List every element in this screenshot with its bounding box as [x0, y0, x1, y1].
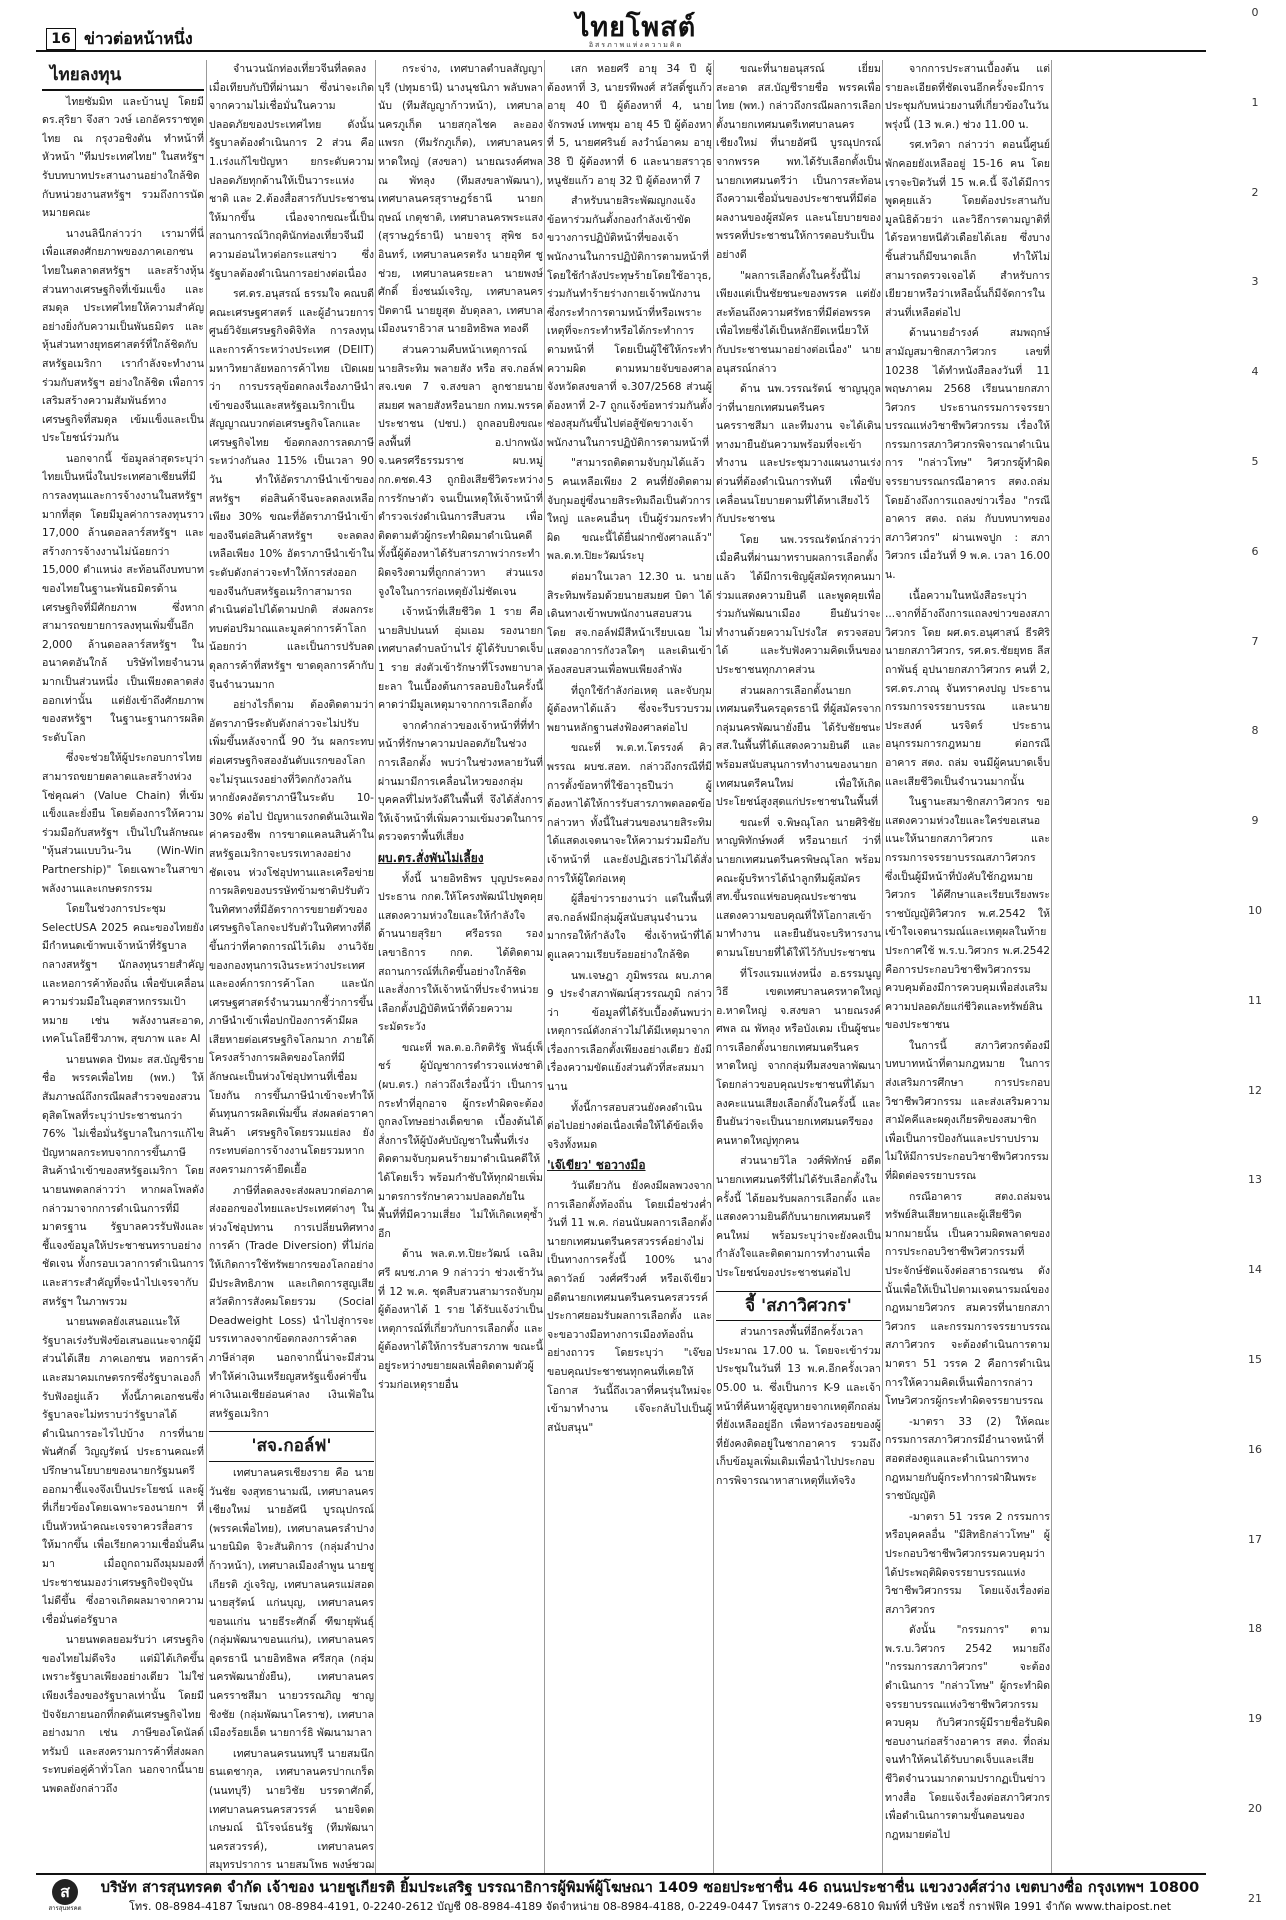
paragraph-group	[716, 1323, 881, 1490]
article-paragraph: ด้าน นพ.วรรณรัตน์ ชาญนุกูล ว่าที่นายกเทศมนตรีนครนครราชสีมา และทีมงาน จะได้เดินทางมายืนยันความพร้อมที่จะเข้าทำงาน และประชุมวางแผนงานเร่งด่วนที่ต้องดำเนินการทันที เพื่อขับเคลื่อนนโยบายตามที่ได้หาเสียงไว้กับประชาชน	[716, 383, 881, 526]
column-divider	[206, 60, 207, 1875]
subhead-jae-khiao: 'เจ๊เขียว' ชอวางมือ	[547, 1158, 646, 1173]
article-paragraph: ในฐานะสมาชิกสภาวิศวกร ขอแสดงความห่วงใยและใคร่ขอเสนอแนะให้นายกสภาวิศวกร และกรรมการจรรยาบรรณสภาวิศวกร ซึ่งเป็นผู้มีหน้าที่บังคับใช้กฎหมายวิศวกร ได้ศึกษาและเรียบเรียงพระราชบัญญัติวิศวกร พ.ศ.2542 ให้เข้าใจเจตนารมณ์และเหตุผลในท้ายประกาศใช้ พ.ร.บ.วิศวกร พ.ศ.2542 คือการประกอบวิชาชีพวิศวกรรมควบคุมต้องมีการควบคุมเพื่อส่งเสริมความปลอดภัยแก่ชีวิตและทรัพย์สินของประชาชน	[885, 796, 1050, 1032]
section-title: ข่าวต่อหน้าหนึ่ง	[84, 29, 193, 48]
article-kicker: ไทยลงทุน	[42, 60, 204, 91]
paragraph-group	[547, 1177, 712, 1437]
footer-address: บริษัท สารสุนทรคต จำกัด เจ้าของ นายชูเกียรติ ยิ้มประเสริฐ บรรณาธิการผู้พิมพ์ผู้โฆษณา 1409 ซอยประชาชื่น 46 ถนนประชาชื่น แขวงวงศ์สว่าง เขตบางซื่อ กรุงเทพฯ 10800	[100, 1880, 1200, 1896]
article-paragraph: ขณะที่ พ.ต.ท.โตรรงค์ คิวพรรณ ผบช.สอท. กล่าวถึงกรณีที่มีการตั้งข้อหาที่ใช้อาวุธปืนว่า ผู้ต้องหาได้ให้การรับสารภาพตลอดข้อกล่าวหา ทั้งนี้ในส่วนของนายสิระทิมได้แสดงเจตนาจะให้ความร่วมมือกับเจ้าหน้าที่ และยังปฏิเสธว่าไม่ได้สั่งการให้ผู้ใดก่อเหตุ	[547, 742, 712, 885]
article-paragraph: ด้านนายอำรงค์ สมพฤกษ์ สามัญสมาชิกสภาวิศวกร เลขที่ 10238 ได้ทำหนังสือลงวันที่ 11 พฤษภาคม 2568 เรียนนายกสภาวิศวกร ประธานกรรมการจรรยาบรรณแห่งวิชาชีพวิศวกรรม เรื่องให้กรรมการสภาวิศวกรพิจารณาดำเนินการ "กล่าวโทษ" วิศวกรผู้ทำผิดจรรยาบรรณกรณีอาคาร สตง.ถล่ม โดยอ้างถึงการแถลงข่าวเรื่อง "กรณีอาคาร สตง. ถล่ม กับบทบาทของสภาวิศวกร" ผ่านเพจปูก : สภาวิศวกร เมื่อวันที่ 9 พ.ค. เวลา 16.00 น.	[885, 327, 1050, 582]
article-paragraph: กรณีอาคาร สตง.ถล่มจนทรัพย์สินเสียหายและผู้เสียชีวิตมากมายนั้น เป็นความผิดพลาดของการประกอบวิชาชีพวิศวกรรมที่ประจักษ์ชัดแจ้งต่อสาธารณชน ดังนั้นเพื่อให้เป็นไปตามเจตนารมณ์ของกฎหมายวิศวกร สมควรที่นายกสภาวิศวกร และกรรมการจรรยาบรรณสภาวิศวกร จะต้องดำเนินการตามมาตรา 51 วรรค 2 คือการดำเนินการให้ความคิดเห็นเพื่อการกล่าวโทษวิศวกรผู้กระทำผิดจรรยาบรรณ	[885, 1190, 1050, 1408]
margin-number: 7	[1251, 634, 1259, 648]
article-paragraph: จากการประสานเบื้องต้น แต่รายละเอียดที่ชัดเจนอีกครั้งจะมีการประชุมกับหน่วยงานที่เกี่ยวข้องในวันพรุ่งนี้ (13 พ.ค.) ช่วง 11.00 น.	[885, 63, 1050, 131]
article-paragraph: ในการนี้ สภาวิศวกรต้องมีบทบาทหน้าที่ตามกฎหมาย ในการส่งเสริมการศึกษา การประกอบวิชาชีพวิศวกรรม และส่งเสริมความสามัคคีและผดุงเกียรติของสมาชิก เพื่อเป็นการป้องกันและปราบปรามไม่ให้มีการประกอบวิชาชีพวิศวกรรมที่ผิดต่อจรรยาบรรณ	[885, 1039, 1050, 1183]
article-paragraph: นายนพดล ปัทมะ สส.บัญชีรายชื่อ พรรคเพื่อไทย (พท.) ให้สัมภาษณ์ถึงกรณีผลสำรวจของสวนดุสิตโพลที่ระบุว่าประชาชนกว่า 76% ไม่เชื่อมั่นรัฐบาลในการแก้ไขปัญหาผลกระทบจากการขึ้นภาษีสินค้านำเข้าของสหรัฐอเมริกา โดยนายนพดลกล่าวว่า หากผลโพลดังกล่าวมาจากการดำเนินการที่มีมาตรฐาน รัฐบาลควรรับฟังและชี้แจงข้อมูลให้ประชาชนทราบอย่างชัดเจน ทั้งกรอบเวลาการดำเนินการและสาระสำคัญที่จะนำไปเจรจากับสหรัฐฯ ในภาพรวม	[42, 1053, 204, 1308]
article-paragraph: ที่ถูกใช้กำลังก่อเหตุ และจับกุมผู้ต้องหาได้แล้ว ซึ่งจะรีบรวบรวมพยานหลักฐานส่งฟ้องศาลต่อไป	[547, 684, 712, 734]
article-paragraph: ขณะที่นายอนุสรณ์ เยี่ยมสะอาด สส.บัญชีรายชื่อ พรรคเพื่อไทย (พท.) กล่าวถึงกรณีผลการเลือกตั้งนายกเทศมนตรีเทศบาลนครเชียงใหม่ ที่นายอัศนี บูรณุปกรณ์ จากพรรค พท.ได้รับเลือกตั้งเป็นนายกเทศมนตรีว่า เป็นการสะท้อนถึงความเชื่อมั่นของประชาชนที่มีต่อผลงานของผู้สมัคร และนโยบายของพรรคที่ประชาชนให้การตอบรับเป็นอย่างดี	[716, 63, 881, 261]
margin-number: 1	[1251, 95, 1259, 109]
article-paragraph: "สามารถติดตามจับกุมได้แล้ว 5 คนเหลือเพียง 2 คนที่ยังติดตามจับกุมอยู่ซึ่งนายสิระทิมถือเป็นตัวการใหญ่ และคนอื่นๆ เป็นผู้ร่วมกระทำผิด ขณะนี้ได้ยื่นฝากขังศาลแล้ว" พล.ต.ท.ปิยะวัฒน์ระบุ	[547, 457, 712, 563]
article-paragraph: เนื้อความในหนังสือระบุว่า ...จากที่อ้างถึงการแถลงข่าวของสภาวิศวกร โดย ผศ.ดร.อนุศาสน์ ธีรศิริ นายกสภาวิศวกร, รศ.ดร.ชัยยุทธ ลีสถาพันธุ์ อุปนายกสภาวิศวกร คนที่ 2, รศ.ดร.ภาณุ จันทราคงปญ ประธานกรรมการจรรยาบรรณ และนายประสงค์ นรจิตร์ ประธานอนุกรรมการกฎหมาย ต่อกรณีอาคาร สตง. ถล่ม จนมีผู้คนบาดเจ็บและเสียชีวิตเป็นจำนวนมากนั้น	[885, 589, 1050, 788]
article-paragraph: -มาตรา 33 (2) ให้คณะกรรมการสภาวิศวกรมีอำนาจหน้าที่สอดส่องดูแลและดำเนินการทางกฎหมายกับผู้กระทำการฝ่าฝืนพระราชบัญญัติ	[885, 1415, 1050, 1503]
article-column-6	[885, 60, 1050, 1875]
article-paragraph: ส่วนความคืบหน้าเหตุการณ์นายสิระทิม พลายสัง หรือ สจ.กอล์ฟ สจ.เขต 7 จ.สงขลา ลูกชายนายสมยศ พลายสังหรือนายก กทม.พรรคประชาชน (ปชป.) ถูกลอบยิงขณะลงพื้นที่ อ.ปากพนัง จ.นครศรีธรรมราช ผบ.หมู่ กก.ตชด.43 ถูกยิงเสียชีวิตระหว่างการรักษาตัว จนเป็นเหตุให้เจ้าหน้าที่ตำรวจเร่งดำเนินการสืบสวน เพื่อติดตามตัวผู้กระทำผิดมาดำเนินคดี ทั้งนี้ผู้ต้องหาได้รับสารภาพว่ากระทำผิดจริงตามที่ถูกกล่าวหา ส่วนแรงจูงใจในการก่อเหตุยังไม่ชัดเจน	[378, 343, 543, 598]
margin-number: 20	[1248, 1802, 1262, 1815]
masthead-logo	[536, 14, 736, 48]
article-paragraph: ด้าน พล.ต.ท.ปิยะวัฒน์ เฉลิมศรี ผบช.ภาค 9 กล่าวว่า ช่วงเช้าวันที่ 12 พ.ค. ชุดสืบสวนสามารถจับกุมผู้ต้องหาได้ 1 ราย ได้รับแจ้งว่าเป็นเหตุการณ์ที่เกี่ยวกับการเลือกตั้ง และผู้ต้องหาได้ให้การรับสารภาพ ขณะนี้อยู่ระหว่างขยายผลเพื่อติดตามตัวผู้ร่วมก่อเหตุรายอื่น	[378, 1248, 543, 1391]
article-column-1	[42, 60, 204, 1875]
article-paragraph: กระจ่าง, เทศบาลตำบลสัญญาบุรี (ปทุมธานี) นางนุชนิภา พลับพลานับ (ทีมสัญญาก้าวหน้า), เทศบาลนครภูเก็ต นายสกุลไชค ละออง แพรก (ทีมรักภูเก็ต), เทศบาลนครหาดใหญ่ (สงขลา) นายณรงค์ศพล ณ พัทลุง (ทีมสงขลาพัฒนา), เทศบาลนครสุราษฎร์ธานี นายกฤษณ์ เกตุชาติ, เทศบาลนครพระแสง (สุราษฎร์ธานี) นายจารุ สุพิช ธงอินทร์, เทศบาลนครตรัง นายอุทิศ ชูช่วย, เทศบาลนครยะลา นายพงษ์ศักดิ์ ยิ่งชนม์เจริญ, เทศบาลนครปัตตานี นายยูสุต อับดุลลา, เทศบาลเมืองนราธิวาส นายอิทธิพล ทองดี	[378, 63, 543, 336]
margin-number: 11	[1248, 993, 1262, 1007]
margin-number: 5	[1251, 455, 1259, 468]
paragraph-group	[885, 60, 1050, 1844]
margin-number: 13	[1248, 1173, 1262, 1187]
article-paragraph: ภาษีที่ลดลงจะส่งผลบวกต่อภาคส่งออกของไทยและประเทศต่างๆ ในห่วงโซ่อุปทาน การเปลี่ยนทิศทางการค้า (Trade Diversion) ที่ไม่ก่อให้เกิดการใช้ทรัพยากรของโลกอย่างมีประสิทธิภาพ และเกิดการสูญเสียสวัสดิการสังคมโดยรวม (Social Deadweight Loss) นำไปสู่การจะบรรเทาลงจากข้อตกลงการค้าลดภาษีล่าสุด นอกจากนี้น่าจะมีส่วนทำให้ค่าเงินเหรียญสหรัฐแข็งค่าขึ้น ค่าเงินเอเชียอ่อนค่าลง เงินเฟ้อในสหรัฐอเมริกา	[209, 1184, 374, 1420]
article-paragraph: "ผลการเลือกตั้งในครั้งนี้ไม่เพียงแต่เป็นชัยชนะของพรรค แต่ยังสะท้อนถึงความศรัทธาที่มีต่อพรรคเพื่อไทยซึ่งได้เป็นหลักยึดเหนี่ยวให้กับประชาชนมาอย่างต่อเนื่อง" นายอนุสรณ์กล่าว	[716, 269, 881, 375]
article-paragraph: ส่วนการลงพื้นที่อีกครั้งเวลาประมาณ 17.00 น. โดยจะเข้าร่วมประชุมในวันที่ 13 พ.ค.อีกครั้งเวลา 05.00 น. ซึ่งเป็นการ K-9 และเจ้าหน้าที่ค้นหาผู้สูญหายจากเหตุตึกถล่มที่ยังเหลืออยู่อีก เพื่อหาร่องรอยของผู้ที่ยังคงติดอยู่ในซากอาคาร รวมถึงเก็บข้อมูลเพิ่มเติมเพื่อนำไปประกอบการพิจารณาหาสาเหตุที่แท้จริง	[716, 1326, 881, 1487]
article-paragraph: อย่างไรก็ตาม ต้องติดตามว่าอัตราภาษีระดับดังกล่าวจะไม่ปรับเพิ่มขึ้นหลังจากนี้ 90 วัน ผลกระทบต่อเศรษฐกิจสองอันดับแรกของโลกจะไม่รุนแรงอย่างที่วิตกกังวลกัน หากยังคงอัตราภาษีในระดับ 10-30% ต่อไป ปัญหาแรงกดดันเงินเฟ้อ ค่าครองชีพ การขาดแคลนสินค้าในสหรัฐอเมริกาจะบรรเทาลงอย่างชัดเจน ห่วงโซ่อุปทานและเครือข่ายการผลิตของบรรษัทข้ามชาติปรับตัวในทิศทางที่มีอัตราการขยายตัวของเศรษฐกิจโลกจะปรับตัวในทิศทางที่ดีขึ้นกว่าที่คาดการณ์ไว้เดิม งานวิจัยของกองทุนการเงินระหว่างประเทศและองค์การการค้าโลก และนักเศรษฐศาสตร์จำนวนมากชี้ว่าการขึ้นภาษีนำเข้าเพื่อปกป้องการค้ามีผลเสียหายต่อเศรษฐกิจโลกมาก ภายใต้โครงสร้างการผลิตของโลกที่มีลักษณะเป็นห่วงโซ่อุปทานที่เชื่อมโยงกัน การขึ้นภาษีนำเข้าจะทำให้ต้นทุนการผลิตเพิ่มขึ้น ส่งผลต่อราคาสินค้า เศรษฐกิจโดยรวมแย่ลง ยังกระทบต่อการจ้างงานโดยรวมหากสงครามการค้ายืดเยื้อ	[209, 699, 374, 1177]
article-paragraph: นายนพดลยอมรับว่า เศรษฐกิจของไทยไม่ดีจริง แต่มิได้เกิดขึ้นเพราะรัฐบาลเพียงอย่างเดียว ไม่ใช่เพียงเรื่องของรัฐบาลเท่านั้น โดยมีปัจจัยภายนอกที่กดดันเศรษฐกิจไทยอย่างมาก เช่น ภาษีของโดนัลด์ทรัมป์ และสงครามการค้าที่ส่งผลกระทบต่อคู่ค้าทั่วโลก นอกจากนี้นายนพดลยังกล่าวถึง	[42, 1634, 204, 1796]
article-paragraph: นพ.เจษฎา ภูมิพรรณ ผบ.ภาค 9 ประจำสภาพัฒน์สุวรรณภูมิ กล่าวว่า ข้อมูลที่ได้รับเบื้องต้นพบว่าเหตุการณ์ดังกล่าวไม่ได้มีเหตุมาจากเรื่องการเลือกตั้งเพียงอย่างเดียว ยังมีเรื่องความขัดแย้งส่วนตัวที่สะสมมานาน	[547, 969, 712, 1094]
article-paragraph: รศ.ทวิดา กล่าวว่า ตอนนี้ศูนย์พักคอยยังเหลืออยู่ 15-16 คน โดยเราจะปิดวันที่ 15 พ.ค.นี้ จึงได้มีการพูดคุยแล้ว โดยต้องประสานกับมูลนิธิด้วยว่า และวิธีการตามญาติที่ได้รอหายหนีตัวเดือยได้เลย ซึ่งบางชิ้นส่วนก็มีขนาดเล็ก ทำให้ไม่สามารถตรวจเจอได้ สำหรับการเยียวยาหรือว่าเหลือนั้นก็มีจัดการในส่วนที่เหลือต่อไป	[885, 139, 1050, 319]
article-paragraph: ที่โรงแรมแห่งหนึ่ง อ.ธรรมนูญวิธี เขตเทศบาลนครหาดใหญ่ อ.หาดใหญ่ จ.สงขลา นายณรงค์ศพล ณ พัทลุง หรือบังเดม เป็นผู้ชนะการเลือกตั้งนายกเทศมนตรีนครหาดใหญ่ จากกลุ่มทีมสงขลาพัฒนา โดยกล่าวขอบคุณประชาชนที่ได้มาลงคะแนนเสียงเลือกตั้งในครั้งนี้ และยืนยันว่าจะเป็นนายกเทศมนตรีของคนหาดใหญ่ทุกคน	[716, 967, 881, 1147]
column-divider	[375, 60, 376, 1875]
article-paragraph: ส่วนนายวิไล วงศ์พิทักษ์ อดีตนายกเทศมนตรีที่ไม่ได้รับเลือกตั้งในครั้งนี้ ได้ยอมรับผลการเลือกตั้ง และแสดงความยินดีกับนายกเทศมนตรีคนใหม่ พร้อมระบุว่าจะยังคงเป็นกำลังใจและติดตามการทำงานเพื่อประโยชน์ของประชาชนต่อไป	[716, 1155, 881, 1279]
margin-number: 9	[1251, 814, 1259, 828]
publisher-logo-icon: ส	[52, 1879, 78, 1905]
article-paragraph: จำนวนนักท่องเที่ยวจีนที่ลดลงเมื่อเทียบกับปีที่ผ่านมา ซึ่งน่าจะเกิดจากความไม่เชื่อมั่นในความปลอดภัยของประเทศไทย ดังนั้นรัฐบาลต้องดำเนินการ 2 ส่วน คือ 1.เร่งแก้ไขปัญหา ยกระดับความปลอดภัยทุกด้านให้เป็นวาระแห่งชาติ และ 2.ต้องสื่อสารกับประชาชนให้มากขึ้น เนื่องจากขณะนี้เป็นสถานการณ์วิกฤตินักท่องเที่ยวจีนมีความอ่อนไหวต่อกระแสข่าว ซึ่งรัฐบาลต้องดำเนินการอย่างต่อเนื่อง	[209, 63, 374, 280]
paragraph-group	[378, 60, 543, 847]
article-paragraph: เทศบาลนครนนทบุรี นายสมนึก ธนเดชากุล, เทศบาลนครปากเกร็ด (นนทบุรี) นายวิชัย บรรดาศักดิ์, เทศบาลนครนครสวรรค์ นายจิตตเกษมณ์ นิโรจน์ธนรัฐ (ทีมพัฒนานครสวรรค์), เทศบาลนครสมุทรปราการ นายสมโพธ พงษ์ชวฌ	[209, 1747, 374, 1872]
margin-number: 19	[1248, 1712, 1262, 1726]
paragraph-group	[209, 60, 374, 1423]
margin-number: 21	[1248, 1891, 1262, 1905]
margin-number: 0	[1251, 6, 1259, 19]
paragraph-group	[209, 1464, 374, 1875]
article-column-2	[209, 60, 374, 1875]
column-divider	[713, 60, 714, 1875]
margin-number: 18	[1248, 1622, 1262, 1636]
article-paragraph: นายนพดลยังเสนอแนะให้รัฐบาลเร่งรับฟังข้อเสนอแนะจากผู้มีส่วนได้เสีย ภาคเอกชน หอการค้า และสมาคมเกษตรกรซึ่งรัฐบาลเองก็รับฟังอยู่แล้ว ทั้งนี้ภาคเอกชนซึ่งรัฐบาลจะไม่ทราบว่ารัฐบาลได้ดำเนินการอะไรไปบ้าง การที่นายพันศักดิ์ วิญญรัตน์ ประธานคณะที่ปรึกษานโยบายของนายกรัฐมนตรีออกมาชี้แจงจึงเป็นประโยชน์ และผู้ที่เกี่ยวข้องโดยเฉพาะรองนายกฯ ที่เป็นหัวหน้าคณะเจรจาควรสื่อสารให้มากขึ้น เพื่อเรียกความเชื่อมั่นคืนมา เมื่อถูกถามถึงมุมมองที่ประชาชนมองว่าเศรษฐกิจปัจจุบันไม่ดีขึ้น ซึ่งอาจเกิดผลมาจากความเชื่อมั่นต่อรัฐบาล	[42, 1316, 204, 1626]
margin-number: 12	[1248, 1083, 1262, 1097]
margin-number: 3	[1251, 275, 1259, 289]
margin-number: 6	[1251, 544, 1259, 558]
article-column-4	[547, 60, 712, 1875]
article-paragraph: ขณะที่ พล.ต.อ.กิตติรัฐ พันธุ์เพ็ชร์ ผู้บัญชาการตำรวจแห่งชาติ (ผบ.ตร.) กล่าวถึงเรื่องนี้ว่า เป็นการกระทำที่อุกอาจ ผู้กระทำผิดจะต้องถูกลงโทษอย่างเด็ดขาด เบื้องต้นได้สั่งการให้ผู้บังคับบัญชาในพื้นที่เร่งติดตามจับกุมคนร้ายมาดำเนินคดีให้ได้โดยเร็ว พร้อมกำชับให้ทุกฝ่ายเพิ่มมาตรการรักษาความปลอดภัยในพื้นที่ที่มีความเสี่ยง ไม่ให้เกิดเหตุซ้ำอีก	[378, 1041, 543, 1240]
subhead-police-chief: ผบ.ตร.สั่งพันไม่เลี้ยง	[378, 850, 484, 865]
subhead-golf: 'สจ.กอล์ฟ'	[209, 1431, 374, 1462]
article-paragraph: ดังนั้น "กรรมการ" ตาม พ.ร.บ.วิศวกร 2542 หมายถึง "กรรมการสภาวิศวกร" จะต้องดำเนินการ "กล่าวโทษ" ผู้กระทำผิดจรรยาบรรณแห่งวิชาชีพวิศวกรรมควบคุม กับวิศวกรผู้มีรายชื่อรับผิดชอบงานก่อสร้างอาคาร สตง. ที่ถล่มจนทำให้คนได้รับบาดเจ็บและเสียชีวิตจำนวนมากตามปรากฏเป็นข่าวทางสื่อ โดยแจ้งเรื่องต่อสภาวิศวกรเพื่อดำเนินการตามขั้นตอนของกฎหมายต่อไป	[885, 1624, 1050, 1841]
article-paragraph: นอกจากนี้ ข้อมูลล่าสุดระบุว่า ไทยเป็นหนึ่งในประเทศอาเซียนที่มีการลงทุนและการจ้างงานในสหรัฐฯ มากที่สุด โดยมีมูลค่าการลงทุนราว 17,000 ล้านดอลลาร์สหรัฐฯ และสร้างการจ้างงานไม่น้อยกว่า 15,000 ตำแหน่ง สะท้อนถึงบทบาทของไทยในฐานะพันธมิตรด้านเศรษฐกิจที่มีศักยภาพ ซึ่งหากสามารถขยายการลงทุนเพิ่มขึ้นอีก 2,000 ล้านดอลลาร์สหรัฐฯ ในอนาคตอันใกล้ บริษัทไทยจำนวนมากเป็นส่วนหนึ่ง เป็นเพียงตลาดส่งออกเท่านั้น แต่ยังเข้าถึงศักยภาพของสหรัฐฯ ในฐานะฐานการผลิตระดับโลก	[42, 452, 204, 744]
article-paragraph: นางนลินีกล่าวว่า เรามาที่นี่เพื่อแสดงศักยภาพของภาคเอกชนไทยในตลาดสหรัฐฯ และสร้างหุ้นส่วนทางเศรษฐกิจที่เข้มแข็ง และสมดุล ประเทศไทยให้ความสำคัญอย่างยิ่งกับความเป็นพันธมิตร และหุ้นส่วนทางยุทธศาสตร์ที่ใกล้ชิดกับสหรัฐอเมริกา เรากำลังจะทำงานร่วมกับสหรัฐฯ อย่างใกล้ชิด เพื่อการเสริมสร้างความสัมพันธ์ทางเศรษฐกิจที่สมดุล เข้มแข็งและเป็นประโยชน์ร่วมกัน	[42, 227, 204, 445]
article-paragraph: ซึ่งจะช่วยให้ผู้ประกอบการไทยสามารถขยายตลาดและสร้างห่วงโซ่คุณค่า (Value Chain) ที่เข้มแข็งและยั่งยืน โดยต้องการให้ความร่วมมือกับสหรัฐฯ เป็นไปในลักษณะ "หุ้นส่วนแบบวิน-วิน (Win-Win Partnership)" โดยเฉพาะในสาขาพลังงานและเกษตรกรรม	[42, 752, 204, 895]
article-paragraph: ผู้สื่อข่าวรายงานว่า แต่ในพื้นที่ สจ.กอล์ฟมีกลุ่มผู้สนับสนุนจำนวนมากรอให้กำลังใจ ซึ่งเจ้าหน้าที่ได้ดูแลความเรียบร้อยอย่างใกล้ชิด	[547, 893, 712, 961]
paragraph-group	[378, 870, 543, 1395]
margin-number: 4	[1251, 365, 1259, 379]
margin-number: 14	[1248, 1263, 1262, 1277]
article-paragraph: ทั้งนี้การสอบสวนยังคงดำเนินต่อไปอย่างต่อเนื่องเพื่อให้ได้ข้อเท็จจริงทั้งหมด	[547, 1101, 704, 1151]
article-paragraph: โดยในช่วงการประชุม SelectUSA 2025 คณะของไทยยังมีกำหนดเข้าพบเจ้าหน้าที่รัฐบาลกลางสหรัฐฯ นักลงทุนรายสำคัญและหอการค้าท้องถิ่น เพื่อขับเคลื่อนความร่วมมือในอุตสาหกรรมเป้าหมาย เช่น พลังงานสะอาด, เทคโนโลยีชีวภาพ, สุขภาพ และ AI	[42, 903, 204, 1046]
article-column-3	[378, 60, 543, 1875]
article-paragraph: ทั้งนี้ นายอิทธิพร บุญประคอง ประธาน กกต.ให้โครงพัฒน์ไปพูดคุยแสดงความห่วงใยและให้กำลังใจ ด้านนายสุริยา ศรีอรรถ รองเลขาธิการ กกต. ได้ติดตามสถานการณ์ที่เกิดขึ้นอย่างใกล้ชิด และสั่งการให้เจ้าหน้าที่ประจำหน่วยเลือกตั้งปฏิบัติหน้าที่ด้วยความระมัดระวัง	[378, 872, 543, 1034]
article-paragraph: ต่อมาในเวลา 12.30 น. นายสิระทิมพร้อมด้วยนายสมยศ บิดา ได้เดินทางเข้าพบพนักงานสอบสวน โดย สจ.กอล์ฟมีสีหน้าเรียบเฉย ไม่แสดงอาการกังวลใดๆ และเดินเข้าห้องสอบสวนเพื่อพบเพียงลำพัง	[547, 571, 712, 676]
column-divider	[544, 60, 545, 1875]
margin-number: 15	[1248, 1353, 1262, 1366]
column-divider	[1051, 60, 1052, 1875]
page-number: 16	[46, 28, 76, 50]
article-paragraph: ขณะที่ จ.พิษณุโลก นายศิริชัย หาญพิทักษ์พงศ์ หรือนายเก๋ ว่าที่นายกเทศมนตรีนครพิษณุโลก พร้อมคณะผู้บริหารได้นำลูกทีมผู้สมัคร สท.ขึ้นรถแห่ขอบคุณประชาชน แสดงความขอบคุณที่ให้โอกาสเข้ามาทำงาน และยืนยันจะบริหารงานตามนโยบายที่ได้ให้ไว้กับประชาชน	[716, 816, 881, 959]
logo-text: ไทยโพสต์	[575, 12, 697, 43]
article-paragraph: เสก หอยศรี อายุ 34 ปี ผู้ต้องหาที่ 3, นายรพีพงศ์ สวัสดิ์ชูแก้ว อายุ 40 ปี ผู้ต้องหาที่ 4, นายจักรพงษ์ เทพชุม อายุ 45 ปี ผู้ต้องหาที่ 5, นายศศรินย์ ลงวำน์อาคม อายุ 38 ปี ผู้ต้องหาที่ 6 และนายสราวุธ หนูชัยแก้ว อายุ 32 ปี ผู้ต้องหาที่ 7	[547, 63, 712, 187]
footer-contacts: โทร. 08-8984-4187 โฆษณา 08-8984-4191, 0-2240-2612 บัญชี 08-8984-4189 จัดจำหน่าย 08-8984-4188, 0-2249-0447 โทรสาร 0-2249-6810 พิมพ์ที่ บริษัท เชอรี่ กราฟฟิค 1991 จำกัด www.thaipost.net	[128, 1900, 1172, 1913]
paragraph-group	[716, 60, 881, 1283]
article-column-5	[716, 60, 881, 1875]
article-paragraph: โดย นพ.วรรณรัตน์กล่าวว่า เมื่อคืนที่ผ่านมาทราบผลการเลือกตั้งแล้ว ได้มีการเชิญผู้สมัครทุกคนมาร่วมแสดงความยินดี และพูดคุยเพื่อร่วมกันพัฒนาเมือง ยืนยันว่าจะทำงานด้วยความโปร่งใส ตรวจสอบได้ และรับฟังความคิดเห็นของประชาชนทุกภาคส่วน	[716, 533, 881, 676]
article-paragraph: รศ.ดร.อนุสรณ์ ธรรมใจ คณบดีคณะเศรษฐศาสตร์ และผู้อำนวยการศูนย์วิจัยเศรษฐกิจดิจิทัล การลงทุนและการค้าระหว่างประเทศ (DEIIT) มหาวิทยาลัยหอการค้าไทย เปิดเผยว่า การบรรลุข้อตกลงเรื่องภาษีนำเข้าของจีนและสหรัฐอเมริกาเป็นสัญญาณบวกต่อเศรษฐกิจโลกและเศรษฐกิจไทย ข้อตกลงการลดภาษีระหว่างกันลง 115% เป็นเวลา 90 วัน ทำให้อัตราภาษีนำเข้าของสหรัฐฯ ต่อสินค้าจีนจะลดลงเหลือเพียง 30% ขณะที่อัตราภาษีนำเข้าของจีนต่อสินค้าสหรัฐฯ จะลดลงเหลือเพียง 10% อัตราภาษีนำเข้าในระดับดังกล่าวจะทำให้การส่งออกของจีนกับสหรัฐอเมริกาสามารถดำเนินต่อไปได้ตามปกติ ส่งผลกระทบต่อปริมาณและมูลค่าการค้าโลกน้อยกว่า และเป็นการปรับลดดุลการค้าที่สหรัฐฯ ขาดดุลการค้ากับจีนจำนวนมาก	[209, 288, 374, 691]
publisher-logo-caption: สารสุนทรคต	[48, 1905, 82, 1912]
article-paragraph: จากคำกล่าวของเจ้าหน้าที่ที่ทำหน้าที่รักษาความปลอดภัยในช่วงการเลือกตั้ง พบว่าในช่วงหลายวันที่ผ่านมามีการเคลื่อนไหวของกลุ่มบุคคลที่ไม่หวังดีในพื้นที่ จึงได้สั่งการให้เจ้าหน้าที่เพิ่มความเข้มงวดในการตรวจตราพื้นที่เสี่ยง	[378, 719, 543, 844]
paragraph-group	[547, 60, 712, 1154]
article-paragraph: ไทยซัมมิท และบ้านปู โดยมี ดร.สุริยา จึงสา วงษ์ เอกอัครราชทูตไทย ณ กรุงวอชิงตัน ทำหน้าที่หัวหน้า "ทีมประเทศไทย" ในสหรัฐฯ รับบทบาทประสานงานอย่างใกล้ชิดกับหน่วยงานสหรัฐฯ รวมถึงการนัดหมายคณะ	[42, 95, 204, 220]
page-header	[36, 14, 1206, 52]
margin-number: 16	[1248, 1442, 1262, 1456]
article-paragraph: เทศบาลนครเชียงราย คือ นายวันชัย จงสุทธานามณี, เทศบาลนครเชียงใหม่ นายอัศนี บูรณุปกรณ์ (พรรคเพื่อไทย), เทศบาลนครลำปาง นายนิมิต จิวะสันติการ (กลุ่มลำปางก้าวหน้า), เทศบาลเมืองลำพูน นายชูเกียรติ ภู่เจริญ, เทศบาลนครแม่สอด นายสุรัตน์ แก่นบุญ, เทศบาลนครขอนแก่น นายธีระศักดิ์ ฑีฆายุพันธุ์ (กลุ่มพัฒนาขอนแก่น), เทศบาลนครอุดรธานี นายอิทธิพล ศรีสกุล (กลุ่มนครพัฒนายั่งยืน), เทศบาลนครนครราชสีมา นายวรรณภิญ ชาญชิงชัย (กลุ่มพัฒนาโคราช), เทศบาลเมืองร้อยเอ็ด นายการ์ธิ พัฒนามาลา	[209, 1466, 374, 1740]
article-paragraph: ส่วนผลการเลือกตั้งนายกเทศมนตรีนครอุดรธานี ที่ผู้สมัครจากกลุ่มนครพัฒนายั่งยืน ได้รับชัยชนะ สส.ในพื้นที่ได้แสดงความยินดี และพร้อมสนับสนุนการทำงานของนายกเทศมนตรีคนใหม่ เพื่อให้เกิดประโยชน์สูงสุดแก่ประชาชนในพื้นที่	[716, 684, 881, 809]
article-paragraph: สำหรับนายสิระพัฒญกงแจ้งข้อหาร่วมกันตั้งกองกำลังเข้าขัดขวางการปฏิบัติหน้าที่ของเจ้าพนักงานในการปฏิบัติการตามหน้าที่โดยใช้กำลังประทุษร้ายโดยใช้อาวุธ, ร่วมกันทำร้ายร่างกายเจ้าพนักงานซึ่งกระทำการตามหน้าที่หรือเพราะเหตุที่จะกระทำหรือได้กระทำการตามหน้าที่ โดยเป็นผู้ใช้ให้กระทำความผิด ตามหมายจับของศาลจังหวัดสงขลาที่ จ.307/2568 ส่วนผู้ต้องหาที่ 2-7 ถูกแจ้งข้อหาร่วมกันตั้งซ่องสุมกันขึ้นไปต่อสู้ขัดขวางเจ้าพนักงานในการปฏิบัติการตามหน้าที่	[547, 195, 712, 449]
article-paragraph: เจ้าหน้าที่เสียชีวิต 1 ราย คือ นายสิปปนนท์ อุ่มเอม รองนายก เทศบาลตำบลบ้านไร่ ผู้ได้รับบาดเจ็บ 1 ราย ส่งตัวเข้ารักษาที่โรงพยาบาลยะลา ในเบื้องต้นการลอบยิงในครั้งนี้คาดว่ามีมูลเหตุมาจากการเลือกตั้ง	[378, 606, 543, 712]
logo-tagline: อิสรภาพแห่งความคิด	[588, 41, 684, 49]
margin-number: 2	[1251, 185, 1259, 199]
margin-number: 8	[1251, 724, 1259, 738]
margin-number: 17	[1248, 1532, 1262, 1546]
publisher-logo	[44, 1879, 86, 1913]
subhead-engineering-council: จี้ 'สภาวิศวกร'	[716, 1291, 881, 1322]
publisher-footer	[36, 1873, 1206, 1915]
margin-number: 10	[1248, 904, 1262, 917]
article-paragraph: วันเดียวกัน ยังคงมีผลพวงจากการเลือกตั้งท้องถิ่น โดยเมื่อช่วงค่ำวันที่ 11 พ.ค. ก่อนนับผลการเลือกตั้งนายกเทศมนตรีนครสวรรค์อย่างไม่เป็นทางการครั้งนี้ 100% นางลดาวัลย์ วงศ์ศรีวงศ์ หรือเจ๊เขียว อดีตนายกเทศมนตรีนครนครสวรรค์ ประกาศยอมรับผลการเลือกตั้ง และจะขอวางมือทางการเมืองท้องถิ่นอย่างถาวร โดยระบุว่า "เจ๊ขอขอบคุณประชาชนทุกคนที่เคยให้โอกาส วันนี้ถึงเวลาที่คนรุ่นใหม่จะเข้ามาทำงาน เจ๊จะกลับไปเป็นผู้สนับสนุน"	[547, 1180, 712, 1434]
paragraph-group	[42, 93, 204, 1799]
column-divider	[882, 60, 883, 1875]
article-paragraph: -มาตรา 51 วรรค 2 กรรมการหรือบุคคลอื่น "มีสิทธิกล่าวโทษ" ผู้ประกอบวิชาชีพวิศวกรรมควบคุมว่าได้ประพฤติผิดจรรยาบรรณแห่งวิชาชีพวิศวกรรม โดยแจ้งเรื่องต่อสภาวิศวกร	[885, 1510, 1050, 1616]
